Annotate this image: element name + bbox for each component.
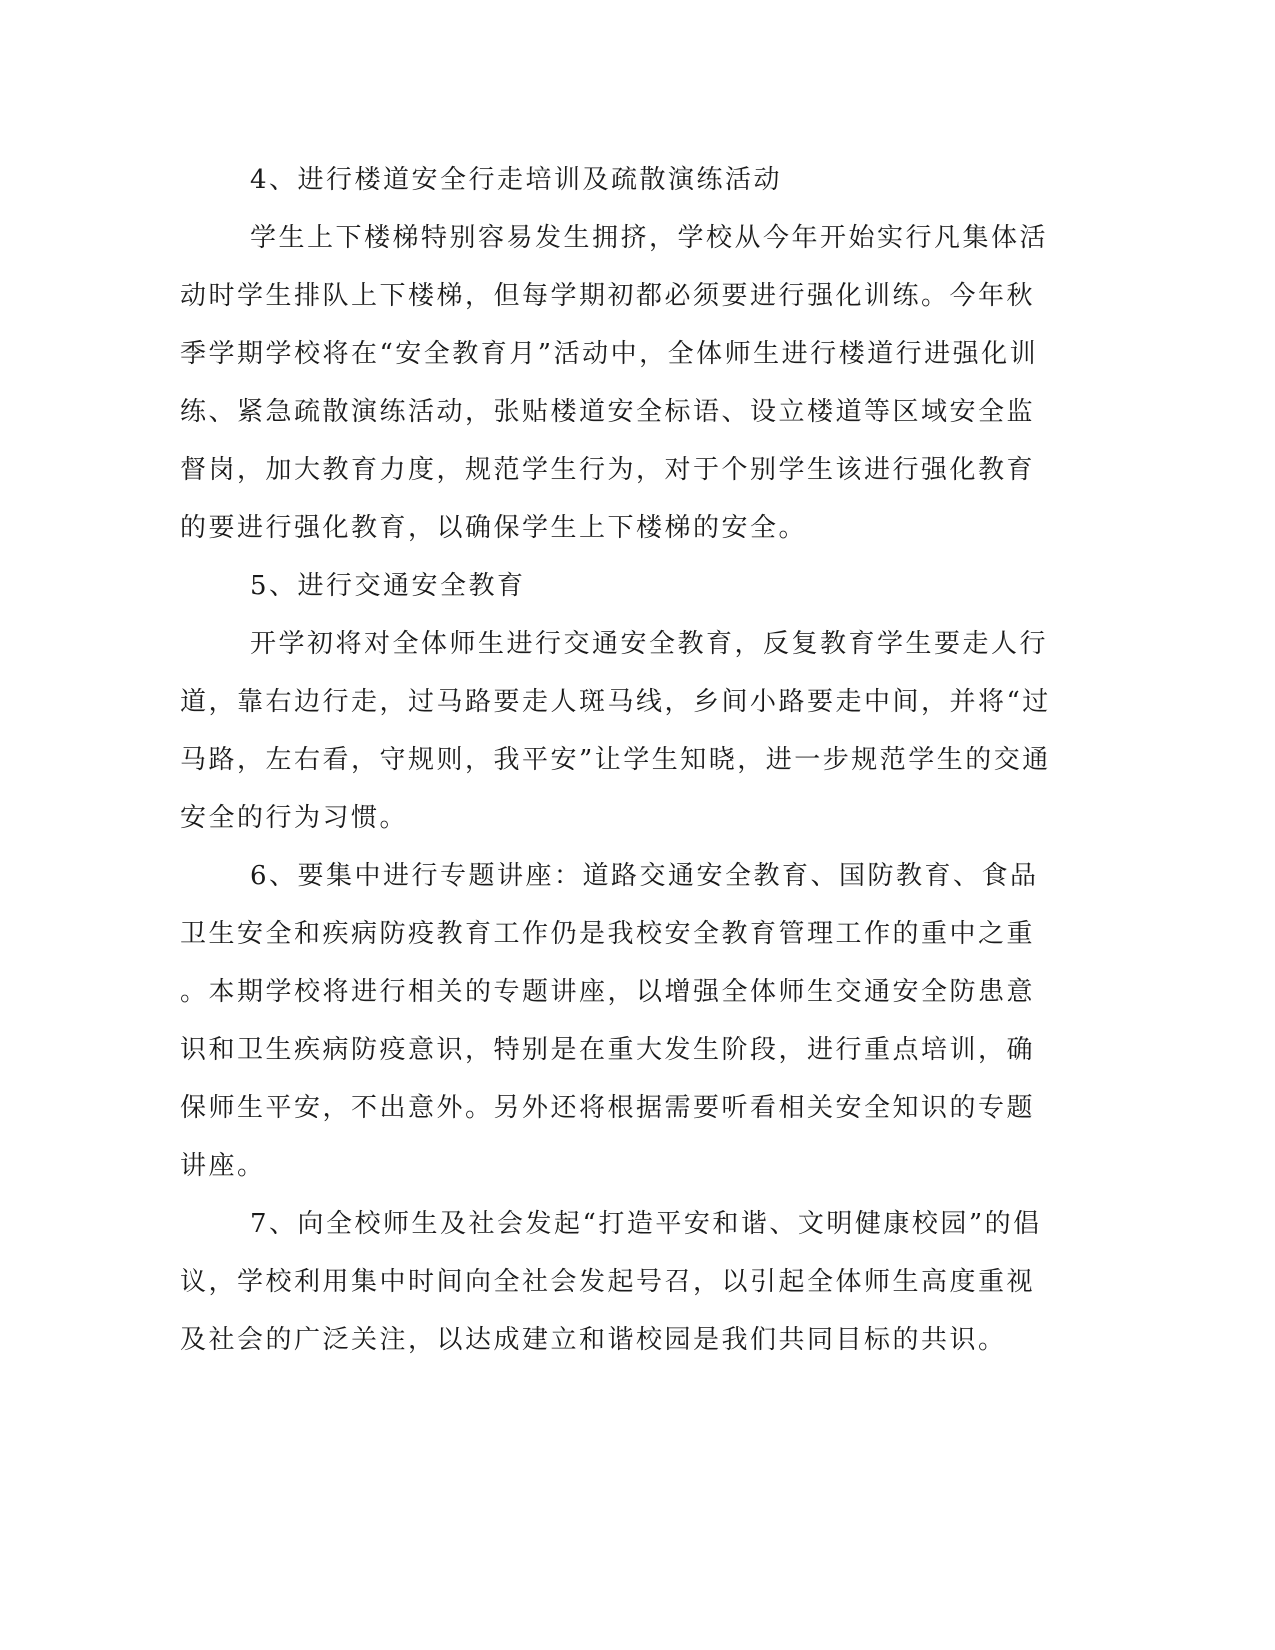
paragraph-line: 学生上下楼梯特别容易发生拥挤，学校从今年开始实行凡集体活 bbox=[250, 223, 1049, 253]
paragraph-line: 识和卫生疾病防疫意识，特别是在重大发生阶段，进行重点培训，确 bbox=[180, 1035, 1036, 1065]
section-heading-4: 4、进行楼道安全行走培训及疏散演练活动 bbox=[250, 165, 783, 195]
paragraph-line: 动时学生排队上下楼梯，但每学期初都必须要进行强化训练。今年秋 bbox=[180, 281, 1036, 311]
paragraph-line: 保师生平安，不出意外。另外还将根据需要听看相关安全知识的专题 bbox=[180, 1093, 1036, 1123]
paragraph-line: 马路，左右看，守规则，我平安”让学生知晓，进一步规范学生的交通 bbox=[180, 745, 1051, 775]
paragraph-line: 。本期学校将进行相关的专题讲座，以增强全体师生交通安全防患意 bbox=[180, 977, 1036, 1007]
document-body bbox=[180, 157, 1051, 1375]
paragraph-line: 安全的行为习惯。 bbox=[180, 803, 409, 833]
paragraph-line: 讲座。 bbox=[180, 1151, 266, 1181]
paragraph-line: 卫生安全和疾病防疫教育工作仍是我校安全教育管理工作的重中之重 bbox=[180, 919, 1036, 949]
section-heading-7: 7、向全校师生及社会发起“打造平安和谐、文明健康校园”的倡 bbox=[250, 1209, 1042, 1239]
paragraph-line: 督岗，加大教育力度，规范学生行为，对于个别学生该进行强化教育 bbox=[180, 455, 1036, 485]
paragraph-line: 练、紧急疏散演练活动，张贴楼道安全标语、设立楼道等区域安全监 bbox=[180, 397, 1036, 427]
section-heading-6: 6、要集中进行专题讲座：道路交通安全教育、国防教育、食品 bbox=[250, 861, 1039, 891]
paragraph-line: 开学初将对全体师生进行交通安全教育，反复教育学生要走人行 bbox=[250, 629, 1049, 659]
paragraph-line: 及社会的广泛关注，以达成建立和谐校园是我们共同目标的共识。 bbox=[180, 1325, 1007, 1355]
section-heading-5: 5、进行交通安全教育 bbox=[250, 571, 526, 601]
paragraph-line: 道，靠右边行走，过马路要走人斑马线，乡间小路要走中间，并将“过 bbox=[180, 687, 1051, 717]
paragraph-line: 季学期学校将在“安全教育月”活动中，全体师生进行楼道行进强化训 bbox=[180, 339, 1039, 369]
paragraph-line: 议，学校利用集中时间向全社会发起号召，以引起全体师生高度重视 bbox=[180, 1267, 1036, 1297]
paragraph-line: 的要进行强化教育，以确保学生上下楼梯的安全。 bbox=[180, 513, 808, 543]
